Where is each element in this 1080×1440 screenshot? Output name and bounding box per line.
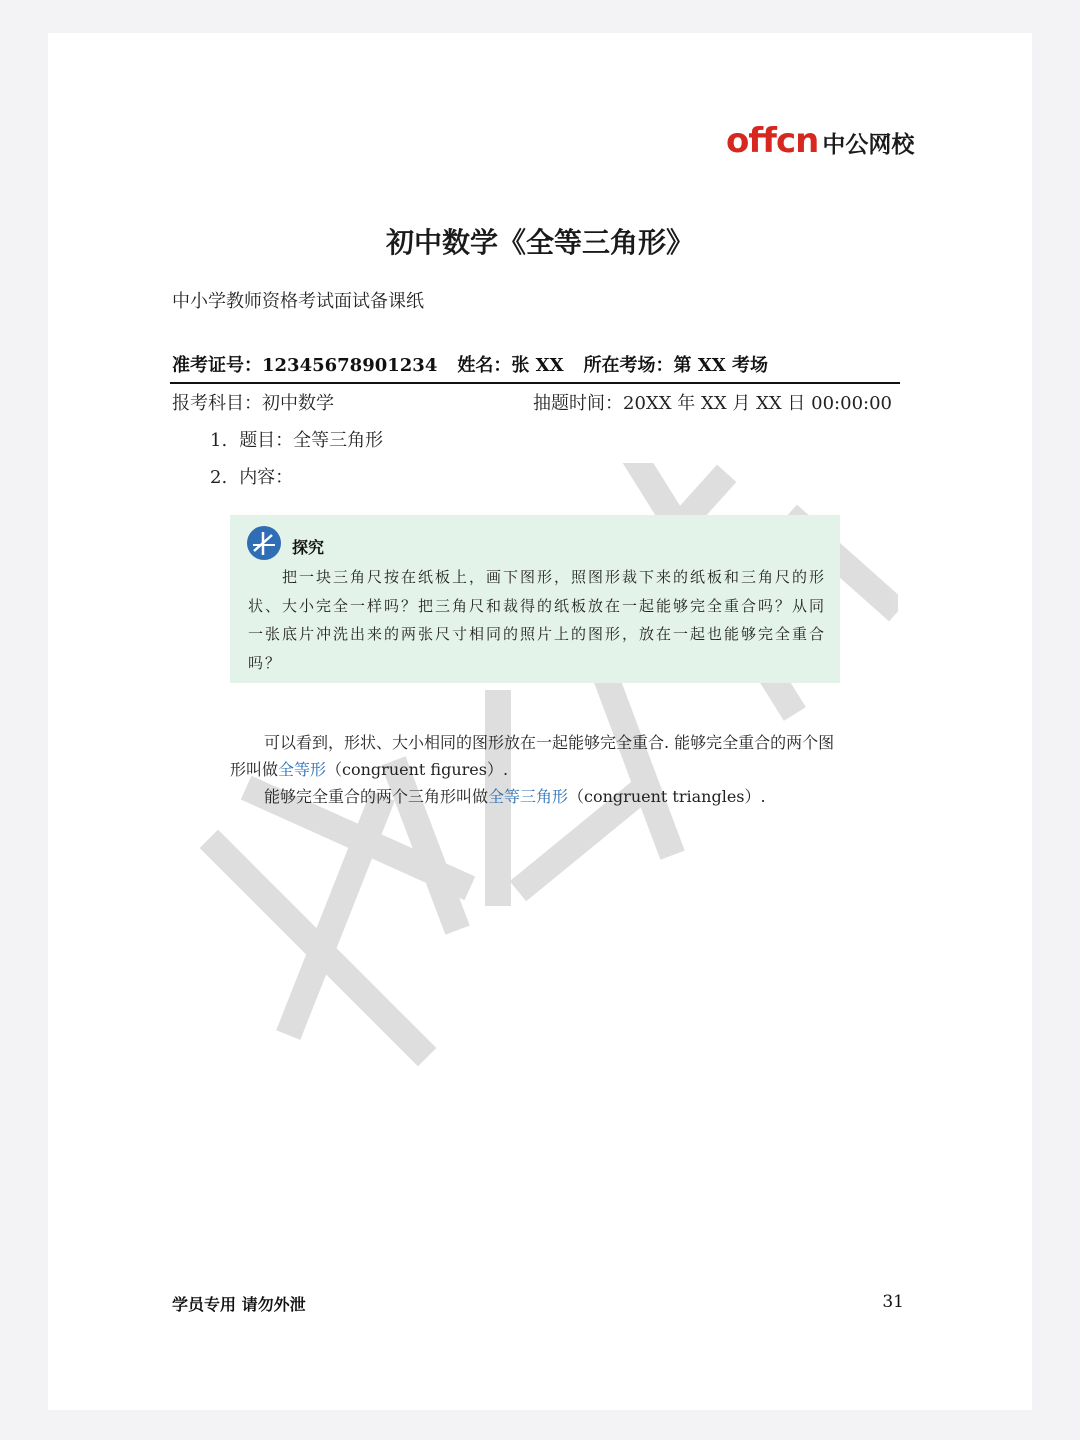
page-subtitle: 中小学教师资格考试面试备课纸 (172, 291, 424, 312)
page-title: 初中数学《全等三角形》 (385, 226, 694, 259)
body-text (230, 729, 850, 810)
draw-time: 抽题时间：20XX 年 XX 月 XX 日 00:00:00 (533, 393, 892, 414)
list-item-text: 题目：全等三角形 (239, 430, 384, 451)
list-item (210, 426, 383, 452)
candidate-info-row (172, 351, 768, 377)
header-divider (170, 382, 900, 384)
exam-id: 准考证号：12345678901234 (172, 355, 438, 376)
list-item (210, 463, 293, 489)
body-text-span: （congruent triangles）. (568, 787, 766, 806)
body-paragraph-1 (230, 729, 850, 783)
list-item-number: 1. (210, 430, 228, 451)
page-number: 31 (882, 1292, 904, 1312)
body-paragraph-2 (230, 783, 850, 810)
explore-text: 把一块三角尺按在纸板上，画下图形，照图形裁下来的纸板和三角尺的形状、大小完全一样吗？把三角尺和裁得的纸板放在一起能够完全重合吗？从同一张底片冲洗出来的两张尺寸相同的照片上的图形，放在一起也能够完全重合吗？ (248, 568, 827, 672)
body-text-span: （congruent figures）. (326, 760, 509, 779)
candidate-name: 姓名：张 XX (457, 355, 564, 376)
explore-label: 探究 (292, 538, 325, 557)
list-item-number: 2. (210, 467, 228, 488)
exam-venue: 所在考场：第 XX 考场 (583, 355, 769, 376)
footer-notice: 学员专用 请勿外泄 (172, 1295, 306, 1314)
body-text-span: 可以看到，形状、大小相同的图形放在一起能够完全重合. 能够完全重合的两个图形叫做 (230, 733, 835, 779)
logo-chinese-text: 中公网校 (822, 132, 915, 158)
exam-subject: 报考科目：初中数学 (172, 393, 334, 414)
document-page (48, 33, 1032, 1410)
term-congruent-triangles: 全等三角形 (488, 787, 569, 806)
body-text-span: 能够完全重合的两个三角形叫做 (264, 787, 489, 806)
brand-logo (726, 121, 914, 161)
term-congruent-figures: 全等形 (278, 760, 327, 779)
list-item-text: 内容： (239, 467, 294, 488)
explore-box (230, 515, 840, 683)
logo-latin-text: offcn (726, 121, 819, 161)
explore-icon (246, 525, 282, 561)
